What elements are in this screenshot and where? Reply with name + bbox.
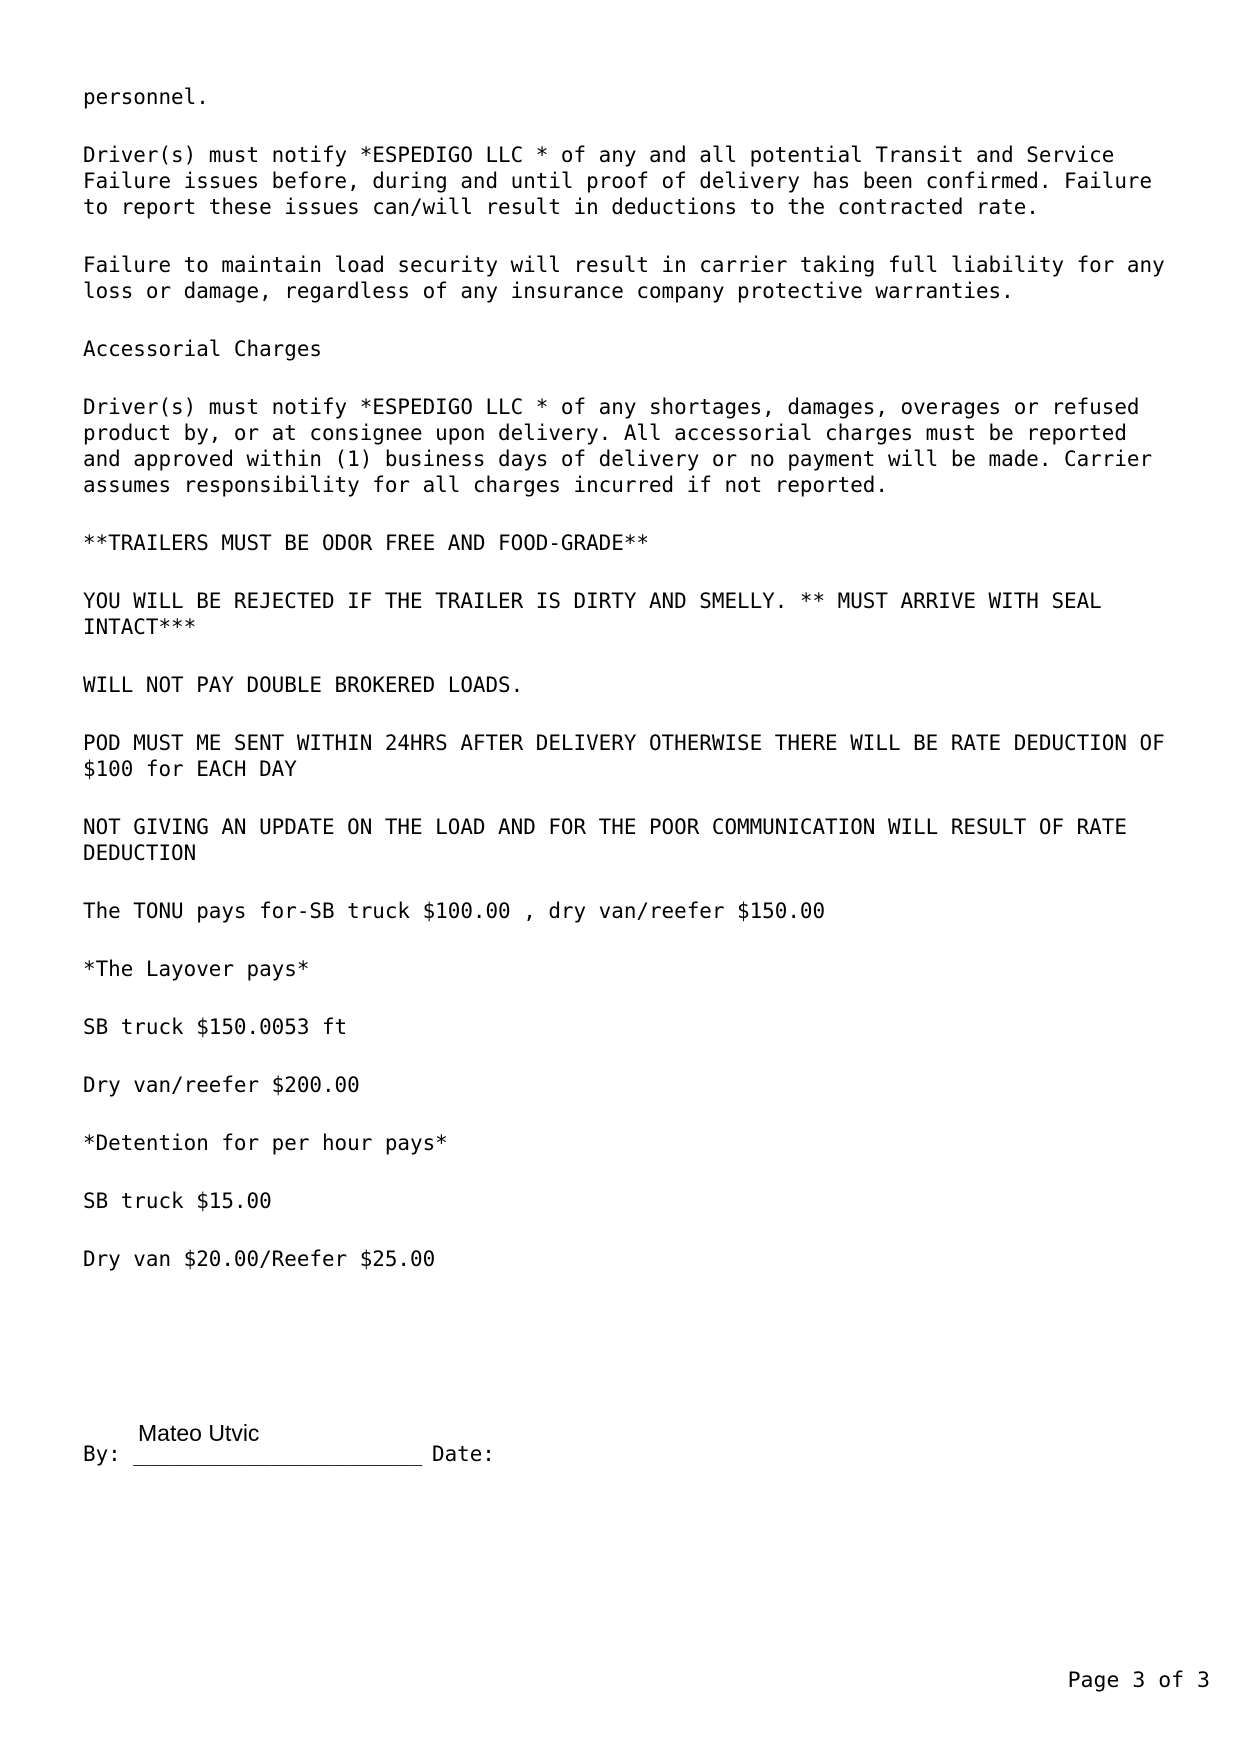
document-body: [83, 84, 1193, 1304]
signer-name: Mateo Utvic: [138, 1420, 260, 1446]
paragraph: [83, 672, 1193, 698]
paragraph-line: Driver(s) must notify *ESPEDIGO LLC * of any and all potential Transit and Service: [83, 143, 1115, 167]
paragraph: [83, 730, 1193, 782]
paragraph: [83, 1014, 1193, 1040]
paragraph: [83, 898, 1193, 924]
paragraph: [83, 1246, 1193, 1272]
paragraph-line: Dry van $20.00/Reefer $25.00: [83, 1247, 436, 1271]
paragraph: [83, 588, 1193, 640]
signature-line: _______________________: [133, 1442, 423, 1466]
paragraph-line: Failure to maintain load security will result in carrier taking full liability for any: [83, 253, 1165, 277]
paragraph: [83, 1072, 1193, 1098]
signature-block: [83, 1422, 783, 1482]
paragraph: [83, 1130, 1193, 1156]
paragraph-line: SB truck $15.00: [83, 1189, 272, 1213]
date-label: Date:: [432, 1442, 495, 1466]
paragraph: [83, 142, 1193, 220]
paragraph: [83, 252, 1193, 304]
paragraph-line: Accessorial Charges: [83, 337, 322, 361]
by-label: By:: [83, 1442, 121, 1466]
paragraph-line: assumes responsibility for all charges incurred if not reported.: [83, 473, 888, 497]
paragraph: [83, 814, 1193, 866]
paragraph: [83, 530, 1193, 556]
paragraph-line: POD MUST ME SENT WITHIN 24HRS AFTER DELIVERY OTHERWISE THERE WILL BE RATE DEDUCTION OF: [83, 731, 1165, 755]
paragraph-line: Dry van/reefer $200.00: [83, 1073, 360, 1097]
page-number: Page 3 of 3: [1067, 1668, 1210, 1693]
paragraph-line: **TRAILERS MUST BE ODOR FREE AND FOOD-GRADE**: [83, 531, 649, 555]
paragraph-line: *Detention for per hour pays*: [83, 1131, 448, 1155]
paragraph-line: YOU WILL BE REJECTED IF THE TRAILER IS DIRTY AND SMELLY. ** MUST ARRIVE WITH SEAL: [83, 589, 1102, 613]
paragraph-line: Failure issues before, during and until proof of delivery has been confirmed. Failure: [83, 169, 1153, 193]
paragraph-line: Driver(s) must notify *ESPEDIGO LLC * of any shortages, damages, overages or refused: [83, 395, 1140, 419]
paragraph-line: loss or damage, regardless of any insurance company protective warranties.: [83, 279, 1014, 303]
paragraph: [83, 956, 1193, 982]
paragraph-line: SB truck $150.0053 ft: [83, 1015, 348, 1039]
paragraph-line: and approved within (1) business days of delivery or no payment will be made. Carrier: [83, 447, 1153, 471]
paragraph-line: *The Layover pays*: [83, 957, 310, 981]
paragraph: [83, 394, 1193, 498]
paragraph-line: INTACT***: [83, 615, 197, 639]
paragraph-line: DEDUCTION: [83, 841, 197, 865]
paragraph: [83, 336, 1193, 362]
paragraph: [83, 1188, 1193, 1214]
paragraph-line: WILL NOT PAY DOUBLE BROKERED LOADS.: [83, 673, 524, 697]
paragraph-line: $100 for EACH DAY: [83, 757, 297, 781]
paragraph-line: product by, or at consignee upon delivery. All accessorial charges must be reported: [83, 421, 1127, 445]
paragraph-line: personnel.: [83, 85, 209, 109]
paragraph-line: NOT GIVING AN UPDATE ON THE LOAD AND FOR THE POOR COMMUNICATION WILL RESULT OF RATE: [83, 815, 1127, 839]
paragraph-line: to report these issues can/will result in deductions to the contracted rate.: [83, 195, 1039, 219]
paragraph-line: The TONU pays for-SB truck $100.00 , dry van/reefer $150.00: [83, 899, 826, 923]
paragraph: [83, 84, 1193, 110]
